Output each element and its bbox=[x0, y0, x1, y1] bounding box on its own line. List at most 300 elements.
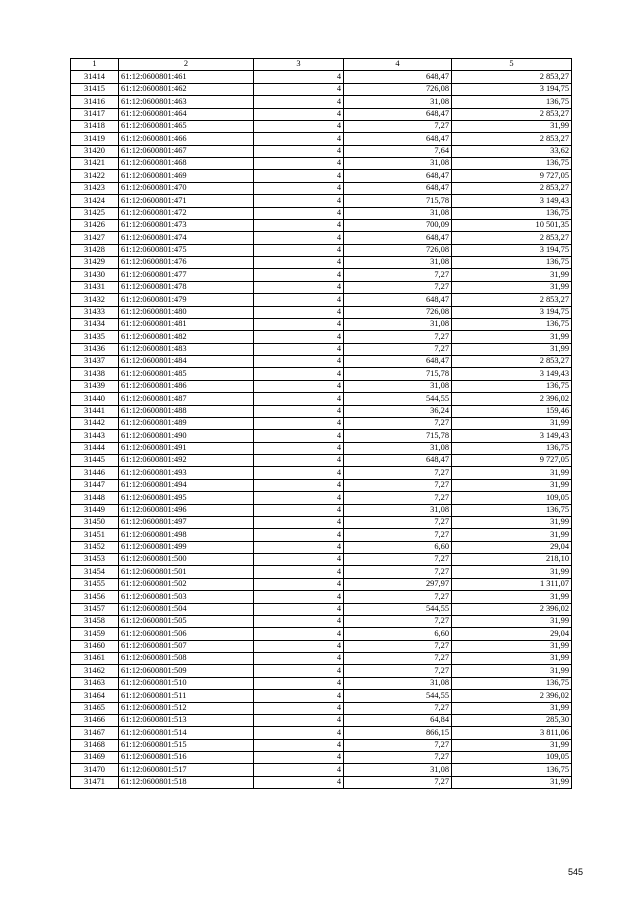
page-number: 545 bbox=[568, 867, 584, 877]
table-row bbox=[71, 739, 572, 751]
category-cell: 4 bbox=[254, 467, 344, 479]
value-cell: 2 853,27 bbox=[452, 182, 572, 194]
cadastral-number-cell: 61:12:0600801:498 bbox=[119, 529, 254, 541]
table-row bbox=[71, 306, 572, 318]
category-cell: 4 bbox=[254, 108, 344, 120]
row-number-cell: 31418 bbox=[71, 120, 119, 132]
area-cell: 31,08 bbox=[344, 764, 452, 776]
value-cell: 285,30 bbox=[452, 714, 572, 726]
area-cell: 648,47 bbox=[344, 170, 452, 182]
cadastral-number-cell: 61:12:0600801:469 bbox=[119, 170, 254, 182]
row-number-cell: 31467 bbox=[71, 727, 119, 739]
category-cell: 4 bbox=[254, 479, 344, 491]
area-cell: 297,97 bbox=[344, 578, 452, 590]
area-cell: 7,27 bbox=[344, 492, 452, 504]
category-cell: 4 bbox=[254, 368, 344, 380]
table-row bbox=[71, 219, 572, 231]
row-number-cell: 31433 bbox=[71, 306, 119, 318]
category-cell: 4 bbox=[254, 380, 344, 392]
cadastral-number-cell: 61:12:0600801:472 bbox=[119, 207, 254, 219]
area-cell: 7,27 bbox=[344, 467, 452, 479]
table-row bbox=[71, 603, 572, 615]
table-row bbox=[71, 393, 572, 405]
category-cell: 4 bbox=[254, 554, 344, 566]
cadastral-number-cell: 61:12:0600801:483 bbox=[119, 343, 254, 355]
value-cell: 31,99 bbox=[452, 331, 572, 343]
area-cell: 7,64 bbox=[344, 145, 452, 157]
value-cell: 136,75 bbox=[452, 677, 572, 689]
table-row bbox=[71, 455, 572, 467]
cadastral-number-cell: 61:12:0600801:518 bbox=[119, 776, 254, 788]
row-number-cell: 31414 bbox=[71, 71, 119, 83]
row-number-cell: 31429 bbox=[71, 257, 119, 269]
table-row bbox=[71, 244, 572, 256]
table-row bbox=[71, 83, 572, 95]
category-cell: 4 bbox=[254, 615, 344, 627]
table-row bbox=[71, 294, 572, 306]
value-cell: 3 149,43 bbox=[452, 368, 572, 380]
cadastral-number-cell: 61:12:0600801:514 bbox=[119, 727, 254, 739]
cadastral-number-cell: 61:12:0600801:485 bbox=[119, 368, 254, 380]
area-cell: 7,27 bbox=[344, 343, 452, 355]
area-cell: 31,08 bbox=[344, 504, 452, 516]
table-row bbox=[71, 653, 572, 665]
cadastral-number-cell: 61:12:0600801:507 bbox=[119, 640, 254, 652]
row-number-cell: 31426 bbox=[71, 219, 119, 231]
value-cell: 31,99 bbox=[452, 120, 572, 132]
area-cell: 7,27 bbox=[344, 529, 452, 541]
cadastral-number-cell: 61:12:0600801:471 bbox=[119, 195, 254, 207]
table-row bbox=[71, 628, 572, 640]
row-number-cell: 31430 bbox=[71, 269, 119, 281]
table-row bbox=[71, 677, 572, 689]
category-cell: 4 bbox=[254, 702, 344, 714]
cadastral-number-cell: 61:12:0600801:462 bbox=[119, 83, 254, 95]
table-row bbox=[71, 702, 572, 714]
value-cell: 136,75 bbox=[452, 207, 572, 219]
area-cell: 7,27 bbox=[344, 120, 452, 132]
table-row bbox=[71, 516, 572, 528]
area-cell: 7,27 bbox=[344, 591, 452, 603]
row-number-cell: 31454 bbox=[71, 566, 119, 578]
cadastral-number-cell: 61:12:0600801:497 bbox=[119, 516, 254, 528]
row-number-cell: 31456 bbox=[71, 591, 119, 603]
area-cell: 31,08 bbox=[344, 158, 452, 170]
row-number-cell: 31421 bbox=[71, 158, 119, 170]
row-number-cell: 31458 bbox=[71, 615, 119, 627]
category-cell: 4 bbox=[254, 752, 344, 764]
area-cell: 31,08 bbox=[344, 442, 452, 454]
row-number-cell: 31451 bbox=[71, 529, 119, 541]
area-cell: 7,27 bbox=[344, 776, 452, 788]
value-cell: 109,05 bbox=[452, 752, 572, 764]
table-row bbox=[71, 554, 572, 566]
value-cell: 2 853,27 bbox=[452, 133, 572, 145]
area-cell: 36,24 bbox=[344, 405, 452, 417]
category-cell: 4 bbox=[254, 727, 344, 739]
category-cell: 4 bbox=[254, 120, 344, 132]
cadastral-number-cell: 61:12:0600801:495 bbox=[119, 492, 254, 504]
cadastral-number-cell: 61:12:0600801:474 bbox=[119, 232, 254, 244]
cadastral-number-cell: 61:12:0600801:490 bbox=[119, 430, 254, 442]
cadastral-number-cell: 61:12:0600801:511 bbox=[119, 690, 254, 702]
table-body bbox=[71, 71, 572, 789]
cadastral-number-cell: 61:12:0600801:516 bbox=[119, 752, 254, 764]
area-cell: 648,47 bbox=[344, 108, 452, 120]
value-cell: 31,99 bbox=[452, 529, 572, 541]
area-cell: 544,55 bbox=[344, 690, 452, 702]
table-row bbox=[71, 145, 572, 157]
table-row bbox=[71, 170, 572, 182]
area-cell: 7,27 bbox=[344, 516, 452, 528]
value-cell: 31,99 bbox=[452, 739, 572, 751]
area-cell: 31,08 bbox=[344, 677, 452, 689]
cadastral-number-cell: 61:12:0600801:464 bbox=[119, 108, 254, 120]
category-cell: 4 bbox=[254, 269, 344, 281]
value-cell: 31,99 bbox=[452, 591, 572, 603]
value-cell: 29,04 bbox=[452, 628, 572, 640]
row-number-cell: 31443 bbox=[71, 430, 119, 442]
value-cell: 2 396,02 bbox=[452, 690, 572, 702]
value-cell: 136,75 bbox=[452, 442, 572, 454]
value-cell: 2 853,27 bbox=[452, 108, 572, 120]
cadastral-number-cell: 61:12:0600801:505 bbox=[119, 615, 254, 627]
area-cell: 726,08 bbox=[344, 244, 452, 256]
area-cell: 648,47 bbox=[344, 232, 452, 244]
row-number-cell: 31440 bbox=[71, 393, 119, 405]
table-row bbox=[71, 281, 572, 293]
area-cell: 715,78 bbox=[344, 430, 452, 442]
area-cell: 648,47 bbox=[344, 294, 452, 306]
area-cell: 544,55 bbox=[344, 603, 452, 615]
table-row bbox=[71, 331, 572, 343]
cadastral-number-cell: 61:12:0600801:494 bbox=[119, 479, 254, 491]
row-number-cell: 31441 bbox=[71, 405, 119, 417]
row-number-cell: 31447 bbox=[71, 479, 119, 491]
cadastral-number-cell: 61:12:0600801:477 bbox=[119, 269, 254, 281]
cadastral-number-cell: 61:12:0600801:492 bbox=[119, 455, 254, 467]
row-number-cell: 31462 bbox=[71, 665, 119, 677]
value-cell: 31,99 bbox=[452, 665, 572, 677]
cadastral-number-cell: 61:12:0600801:473 bbox=[119, 219, 254, 231]
category-cell: 4 bbox=[254, 158, 344, 170]
area-cell: 7,27 bbox=[344, 665, 452, 677]
table-row bbox=[71, 714, 572, 726]
category-cell: 4 bbox=[254, 343, 344, 355]
area-cell: 648,47 bbox=[344, 71, 452, 83]
table-row bbox=[71, 727, 572, 739]
table-row bbox=[71, 752, 572, 764]
area-cell: 7,27 bbox=[344, 554, 452, 566]
category-cell: 4 bbox=[254, 442, 344, 454]
table-row bbox=[71, 430, 572, 442]
area-cell: 7,27 bbox=[344, 739, 452, 751]
column-header-1: 1 bbox=[71, 59, 119, 71]
value-cell: 2 853,27 bbox=[452, 294, 572, 306]
area-cell: 31,08 bbox=[344, 257, 452, 269]
row-number-cell: 31461 bbox=[71, 653, 119, 665]
cadastral-number-cell: 61:12:0600801:470 bbox=[119, 182, 254, 194]
value-cell: 31,99 bbox=[452, 417, 572, 429]
category-cell: 4 bbox=[254, 96, 344, 108]
value-cell: 218,10 bbox=[452, 554, 572, 566]
category-cell: 4 bbox=[254, 492, 344, 504]
category-cell: 4 bbox=[254, 665, 344, 677]
category-cell: 4 bbox=[254, 393, 344, 405]
cadastral-number-cell: 61:12:0600801:467 bbox=[119, 145, 254, 157]
area-cell: 7,27 bbox=[344, 615, 452, 627]
area-cell: 715,78 bbox=[344, 195, 452, 207]
cadastral-number-cell: 61:12:0600801:479 bbox=[119, 294, 254, 306]
category-cell: 4 bbox=[254, 677, 344, 689]
row-number-cell: 31420 bbox=[71, 145, 119, 157]
value-cell: 3 149,43 bbox=[452, 195, 572, 207]
area-cell: 726,08 bbox=[344, 83, 452, 95]
row-number-cell: 31438 bbox=[71, 368, 119, 380]
cadastral-number-cell: 61:12:0600801:517 bbox=[119, 764, 254, 776]
category-cell: 4 bbox=[254, 170, 344, 182]
area-cell: 7,27 bbox=[344, 640, 452, 652]
value-cell: 136,75 bbox=[452, 318, 572, 330]
category-cell: 4 bbox=[254, 318, 344, 330]
cadastral-number-cell: 61:12:0600801:481 bbox=[119, 318, 254, 330]
table-row bbox=[71, 665, 572, 677]
cadastral-number-cell: 61:12:0600801:508 bbox=[119, 653, 254, 665]
row-number-cell: 31431 bbox=[71, 281, 119, 293]
table-row bbox=[71, 343, 572, 355]
cadastral-number-cell: 61:12:0600801:463 bbox=[119, 96, 254, 108]
value-cell: 2 853,27 bbox=[452, 356, 572, 368]
category-cell: 4 bbox=[254, 356, 344, 368]
row-number-cell: 31448 bbox=[71, 492, 119, 504]
value-cell: 31,99 bbox=[452, 281, 572, 293]
area-cell: 31,08 bbox=[344, 380, 452, 392]
row-number-cell: 31432 bbox=[71, 294, 119, 306]
category-cell: 4 bbox=[254, 690, 344, 702]
area-cell: 7,27 bbox=[344, 269, 452, 281]
row-number-cell: 31457 bbox=[71, 603, 119, 615]
cadastral-number-cell: 61:12:0600801:486 bbox=[119, 380, 254, 392]
category-cell: 4 bbox=[254, 232, 344, 244]
category-cell: 4 bbox=[254, 182, 344, 194]
row-number-cell: 31459 bbox=[71, 628, 119, 640]
category-cell: 4 bbox=[254, 430, 344, 442]
category-cell: 4 bbox=[254, 257, 344, 269]
row-number-cell: 31445 bbox=[71, 455, 119, 467]
value-cell: 3 811,06 bbox=[452, 727, 572, 739]
category-cell: 4 bbox=[254, 417, 344, 429]
cadastral-number-cell: 61:12:0600801:466 bbox=[119, 133, 254, 145]
category-cell: 4 bbox=[254, 603, 344, 615]
category-cell: 4 bbox=[254, 541, 344, 553]
cadastral-number-cell: 61:12:0600801:468 bbox=[119, 158, 254, 170]
value-cell: 2 396,02 bbox=[452, 393, 572, 405]
value-cell: 2 853,27 bbox=[452, 232, 572, 244]
table-row bbox=[71, 640, 572, 652]
category-cell: 4 bbox=[254, 776, 344, 788]
row-number-cell: 31434 bbox=[71, 318, 119, 330]
table-row bbox=[71, 591, 572, 603]
row-number-cell: 31436 bbox=[71, 343, 119, 355]
row-number-cell: 31428 bbox=[71, 244, 119, 256]
row-number-cell: 31416 bbox=[71, 96, 119, 108]
table-row bbox=[71, 108, 572, 120]
value-cell: 2 853,27 bbox=[452, 71, 572, 83]
category-cell: 4 bbox=[254, 640, 344, 652]
area-cell: 7,27 bbox=[344, 702, 452, 714]
table-row bbox=[71, 566, 572, 578]
column-header-3: 3 bbox=[254, 59, 344, 71]
value-cell: 9 727,05 bbox=[452, 455, 572, 467]
column-header-5: 5 bbox=[452, 59, 572, 71]
category-cell: 4 bbox=[254, 306, 344, 318]
cadastral-number-cell: 61:12:0600801:499 bbox=[119, 541, 254, 553]
category-cell: 4 bbox=[254, 244, 344, 256]
cadastral-number-cell: 61:12:0600801:478 bbox=[119, 281, 254, 293]
row-number-cell: 31417 bbox=[71, 108, 119, 120]
category-cell: 4 bbox=[254, 566, 344, 578]
row-number-cell: 31465 bbox=[71, 702, 119, 714]
value-cell: 31,99 bbox=[452, 343, 572, 355]
value-cell: 136,75 bbox=[452, 764, 572, 776]
value-cell: 3 194,75 bbox=[452, 306, 572, 318]
row-number-cell: 31424 bbox=[71, 195, 119, 207]
cadastral-number-cell: 61:12:0600801:489 bbox=[119, 417, 254, 429]
category-cell: 4 bbox=[254, 331, 344, 343]
area-cell: 6,60 bbox=[344, 628, 452, 640]
row-number-cell: 31442 bbox=[71, 417, 119, 429]
row-number-cell: 31453 bbox=[71, 554, 119, 566]
table-row bbox=[71, 269, 572, 281]
value-cell: 3 194,75 bbox=[452, 83, 572, 95]
cadastral-data-table bbox=[70, 58, 572, 789]
cadastral-number-cell: 61:12:0600801:512 bbox=[119, 702, 254, 714]
cadastral-number-cell: 61:12:0600801:475 bbox=[119, 244, 254, 256]
column-header-4: 4 bbox=[344, 59, 452, 71]
table-row bbox=[71, 120, 572, 132]
table-row bbox=[71, 257, 572, 269]
row-number-cell: 31435 bbox=[71, 331, 119, 343]
area-cell: 7,27 bbox=[344, 653, 452, 665]
row-number-cell: 31427 bbox=[71, 232, 119, 244]
table-header-row bbox=[71, 59, 572, 71]
row-number-cell: 31419 bbox=[71, 133, 119, 145]
value-cell: 29,04 bbox=[452, 541, 572, 553]
cadastral-number-cell: 61:12:0600801:504 bbox=[119, 603, 254, 615]
value-cell: 31,99 bbox=[452, 269, 572, 281]
value-cell: 10 501,35 bbox=[452, 219, 572, 231]
value-cell: 3 194,75 bbox=[452, 244, 572, 256]
row-number-cell: 31423 bbox=[71, 182, 119, 194]
area-cell: 726,08 bbox=[344, 306, 452, 318]
area-cell: 64,84 bbox=[344, 714, 452, 726]
area-cell: 31,08 bbox=[344, 96, 452, 108]
row-number-cell: 31468 bbox=[71, 739, 119, 751]
table-row bbox=[71, 207, 572, 219]
row-number-cell: 31470 bbox=[71, 764, 119, 776]
value-cell: 31,99 bbox=[452, 516, 572, 528]
cadastral-number-cell: 61:12:0600801:509 bbox=[119, 665, 254, 677]
table-row bbox=[71, 541, 572, 553]
value-cell: 2 396,02 bbox=[452, 603, 572, 615]
value-cell: 136,75 bbox=[452, 257, 572, 269]
row-number-cell: 31437 bbox=[71, 356, 119, 368]
value-cell: 31,99 bbox=[452, 776, 572, 788]
area-cell: 700,09 bbox=[344, 219, 452, 231]
category-cell: 4 bbox=[254, 504, 344, 516]
table-row bbox=[71, 380, 572, 392]
value-cell: 136,75 bbox=[452, 158, 572, 170]
row-number-cell: 31464 bbox=[71, 690, 119, 702]
category-cell: 4 bbox=[254, 764, 344, 776]
row-number-cell: 31469 bbox=[71, 752, 119, 764]
category-cell: 4 bbox=[254, 294, 344, 306]
row-number-cell: 31466 bbox=[71, 714, 119, 726]
value-cell: 31,99 bbox=[452, 467, 572, 479]
area-cell: 7,27 bbox=[344, 566, 452, 578]
value-cell: 31,99 bbox=[452, 702, 572, 714]
area-cell: 715,78 bbox=[344, 368, 452, 380]
cadastral-number-cell: 61:12:0600801:461 bbox=[119, 71, 254, 83]
value-cell: 159,46 bbox=[452, 405, 572, 417]
area-cell: 648,47 bbox=[344, 455, 452, 467]
table-row bbox=[71, 442, 572, 454]
table-row bbox=[71, 504, 572, 516]
row-number-cell: 31444 bbox=[71, 442, 119, 454]
value-cell: 136,75 bbox=[452, 504, 572, 516]
category-cell: 4 bbox=[254, 71, 344, 83]
row-number-cell: 31455 bbox=[71, 578, 119, 590]
area-cell: 6,60 bbox=[344, 541, 452, 553]
row-number-cell: 31439 bbox=[71, 380, 119, 392]
category-cell: 4 bbox=[254, 628, 344, 640]
table-row bbox=[71, 195, 572, 207]
table-row bbox=[71, 776, 572, 788]
cadastral-number-cell: 61:12:0600801:487 bbox=[119, 393, 254, 405]
category-cell: 4 bbox=[254, 219, 344, 231]
cadastral-number-cell: 61:12:0600801:491 bbox=[119, 442, 254, 454]
table-row bbox=[71, 492, 572, 504]
table-row bbox=[71, 764, 572, 776]
cadastral-number-cell: 61:12:0600801:465 bbox=[119, 120, 254, 132]
value-cell: 136,75 bbox=[452, 380, 572, 392]
category-cell: 4 bbox=[254, 578, 344, 590]
value-cell: 31,99 bbox=[452, 566, 572, 578]
area-cell: 648,47 bbox=[344, 356, 452, 368]
table-row bbox=[71, 232, 572, 244]
area-cell: 7,27 bbox=[344, 479, 452, 491]
category-cell: 4 bbox=[254, 529, 344, 541]
value-cell: 31,99 bbox=[452, 653, 572, 665]
row-number-cell: 31460 bbox=[71, 640, 119, 652]
value-cell: 31,99 bbox=[452, 640, 572, 652]
value-cell: 31,99 bbox=[452, 615, 572, 627]
area-cell: 7,27 bbox=[344, 417, 452, 429]
value-cell: 136,75 bbox=[452, 96, 572, 108]
cadastral-number-cell: 61:12:0600801:506 bbox=[119, 628, 254, 640]
table-row bbox=[71, 479, 572, 491]
table-row bbox=[71, 615, 572, 627]
row-number-cell: 31449 bbox=[71, 504, 119, 516]
value-cell: 3 149,43 bbox=[452, 430, 572, 442]
table-row bbox=[71, 71, 572, 83]
table-row bbox=[71, 405, 572, 417]
cadastral-number-cell: 61:12:0600801:503 bbox=[119, 591, 254, 603]
row-number-cell: 31471 bbox=[71, 776, 119, 788]
table-row bbox=[71, 529, 572, 541]
row-number-cell: 31415 bbox=[71, 83, 119, 95]
cadastral-number-cell: 61:12:0600801:513 bbox=[119, 714, 254, 726]
